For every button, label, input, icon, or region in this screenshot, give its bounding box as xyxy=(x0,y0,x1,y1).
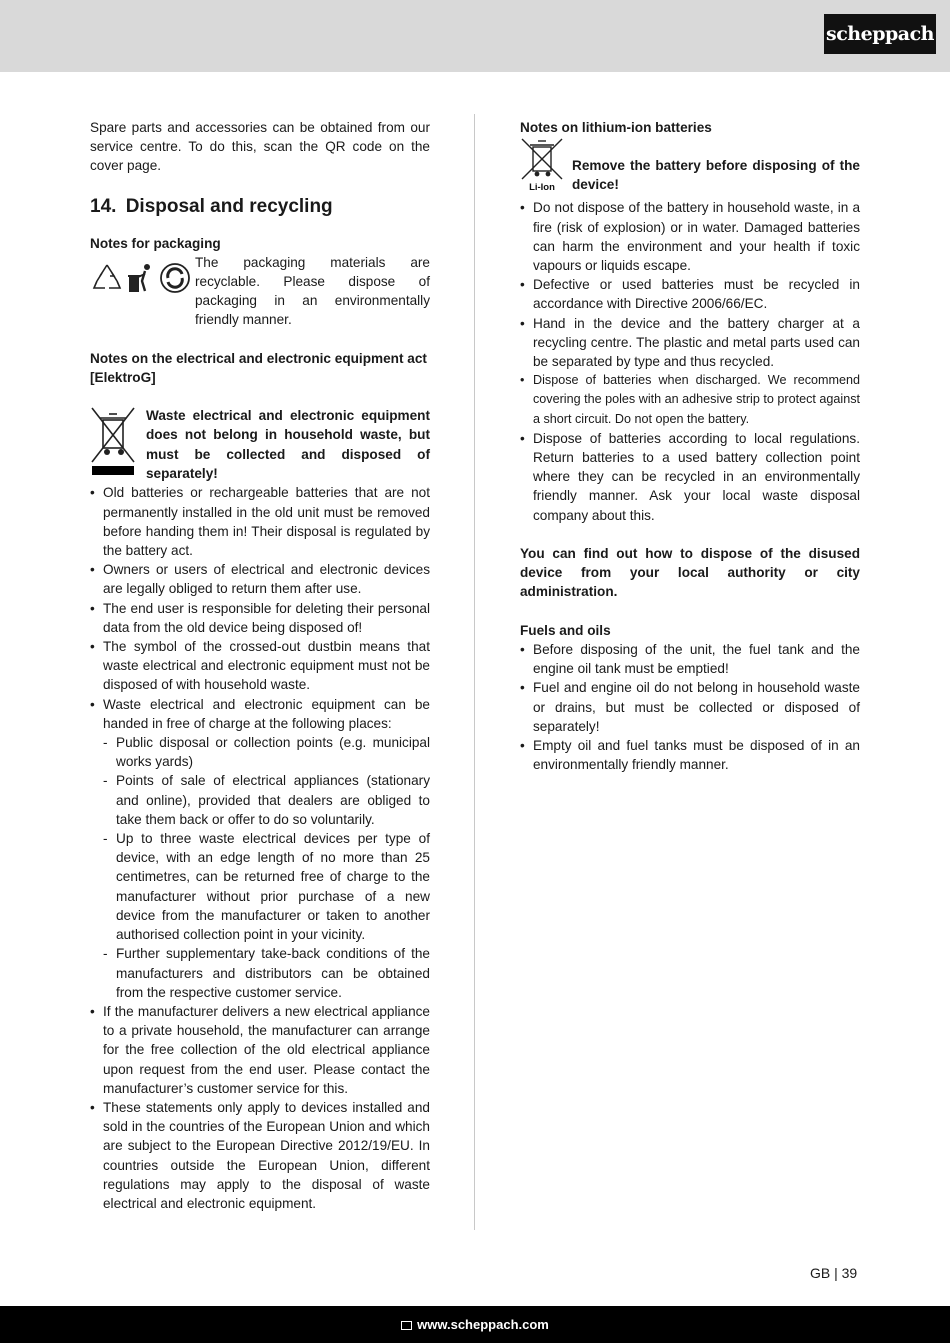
authority-note: You can find out how to dispose of the disused device from your local authority or city administration. xyxy=(520,546,860,600)
intro-paragraph: Spare parts and accessories can be obtained from our service centre. To do this, scan the QR code on the cover page. xyxy=(90,120,430,174)
weee-bullet-list xyxy=(90,483,430,1213)
list-item: • Empty oil and fuel tanks must be disposed of in an environmentally friendly manner. xyxy=(520,736,860,774)
list-item: • Owners or users of electrical and electronic devices are legally obliged to return them after use. xyxy=(90,560,430,598)
bin-person-icon xyxy=(126,261,156,295)
list-item: • Defective or used batteries must be recycled in accordance with Directive 2006/66/EC. xyxy=(520,275,860,313)
packaging-heading: Notes for packaging xyxy=(90,235,221,251)
list-item: • Dispose of batteries according to local regulations. Return batteries to a used battery collection point where they can be recycled in an environmentally friendly manner. Ask your local waste disposal company about this. xyxy=(520,429,860,525)
list-item-text: Waste electrical and electronic equipment can be handed in free of charge at the following places: xyxy=(103,696,430,731)
list-item: • If the manufacturer delivers a new electrical appliance to a private household, the manufacturer can arrange for the free collection of the old electrical appliance upon request from the end user. Please contact the manufacturer’s customer service for this. xyxy=(90,1002,430,1098)
crossed-bin-icon xyxy=(90,406,146,483)
packaging-icons xyxy=(90,253,195,295)
liion-block xyxy=(520,137,860,198)
liion-bin-icon xyxy=(520,137,572,198)
liion-bullet-list xyxy=(520,198,860,524)
page-footer xyxy=(0,1306,950,1343)
scheppach-logo: scheppach xyxy=(824,14,936,54)
list-item: • The end user is responsible for deleting their personal data from the old device being disposed of! xyxy=(90,599,430,637)
list-item: • These statements only apply to devices installed and sold in the countries of the European Union and which are subject to the European Directive 2012/19/EU. In countries outside the European Union, different regulations may apply to the disposal of waste electrical and electronic equipment. xyxy=(90,1098,430,1213)
section-number: 14. xyxy=(90,195,117,217)
list-item: • The symbol of the crossed-out dustbin means that waste electrical and electronic equipment must not be disposed of with household waste. xyxy=(90,637,430,695)
fuels-bullet-list xyxy=(520,640,860,774)
collection-places-list xyxy=(103,733,430,1002)
list-item: • Old batteries or rechargeable batteries that are not permanently installed in the old unit must be removed before handing them in! Their disposal is regulated by the battery act. xyxy=(90,483,430,560)
list-item: • Before disposing of the unit, the fuel tank and the engine oil tank must be emptied! xyxy=(520,640,860,678)
green-dot-icon xyxy=(158,261,192,295)
section-heading xyxy=(90,194,430,220)
page-number: GB | 39 xyxy=(810,1265,858,1281)
section-title: Disposal and recycling xyxy=(125,195,333,217)
column-divider xyxy=(474,114,475,1230)
monitor-icon xyxy=(401,1321,412,1330)
liion-label: Li-Ion xyxy=(529,182,555,194)
packaging-text: The packaging materials are recyclable. Please dispose of packaging in an environmentally friendly manner. xyxy=(195,254,430,328)
recycle-icon xyxy=(90,261,124,295)
list-item: • Fuel and engine oil do not belong in household waste or drains, but must be collected or disposed of separately! xyxy=(520,678,860,736)
weee-block xyxy=(90,406,430,483)
page-header xyxy=(0,0,950,72)
left-column xyxy=(90,118,430,1213)
weee-warning: Waste electrical and electronic equipment does not belong in household waste, but must be collected and disposed of separately! xyxy=(146,408,430,481)
liion-heading: Notes on lithium-ion batteries xyxy=(520,120,712,135)
list-item: • Do not dispose of the battery in household waste, in a fire (risk of explosion) or in water. Damaged batteries can harm the environment and your health if toxic vapours or liquids escape. xyxy=(520,198,860,275)
footer-url[interactable]: www.scheppach.com xyxy=(417,1317,549,1332)
list-item: - Further supplementary take-back conditions of the manufacturers and distributors can be obtained from the respective customer service. xyxy=(103,944,430,1002)
list-item: - Public disposal or collection points (e.g. municipal works yards) xyxy=(103,733,430,771)
fuels-heading: Fuels and oils xyxy=(520,622,611,638)
list-item: - Up to three waste electrical devices per type of device, with an edge length of no more than 25 centimetres, can be returned free of charge to the manufacturer without prior purchase of a new device from the manufacturer or taken to another authorised collection point in your vicinity. xyxy=(103,829,430,944)
list-item xyxy=(90,695,430,1002)
list-item: • Dispose of batteries when discharged. We recommend covering the poles with an adhesive strip to protect against a short circuit. Do not open the battery. xyxy=(520,371,860,429)
list-item: • Hand in the device and the battery charger at a recycling centre. The plastic and metal parts used can be separated by type and thus recycled. xyxy=(520,314,860,372)
elektrog-heading: Notes on the electrical and electronic equipment act [ElektroG] xyxy=(90,350,427,386)
right-column xyxy=(520,118,860,774)
list-item: - Points of sale of electrical appliances (stationary and online), provided that dealers are obliged to take them back or offer to do so voluntarily. xyxy=(103,771,430,829)
packaging-block xyxy=(90,253,430,330)
liion-warning: Remove the battery before disposing of the device! xyxy=(572,158,860,193)
